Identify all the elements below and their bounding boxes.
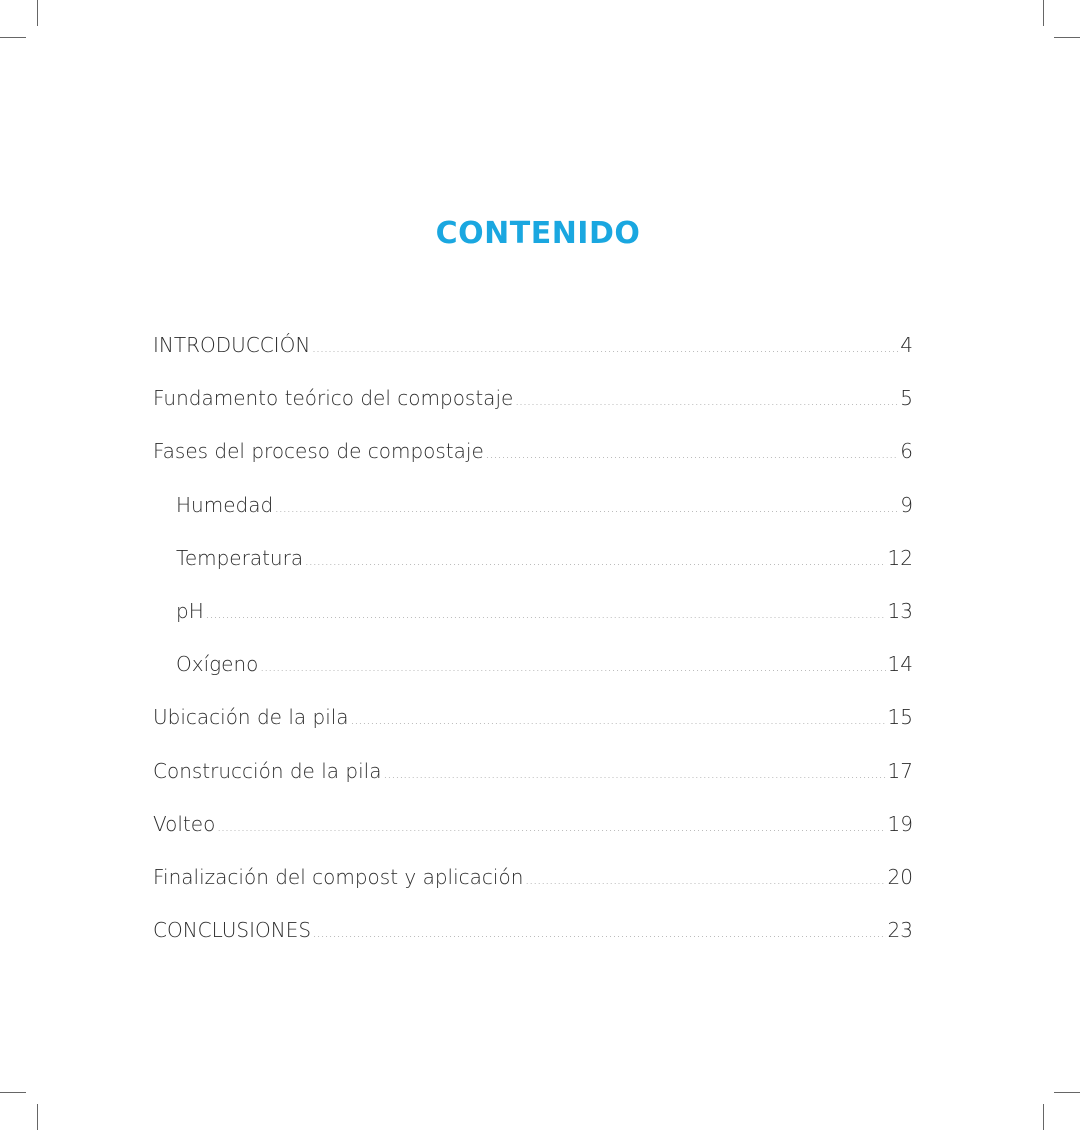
crop-mark bbox=[0, 1092, 26, 1093]
toc-entry[interactable] bbox=[153, 333, 913, 386]
toc-page: 15 bbox=[887, 705, 913, 730]
toc-label: pH bbox=[176, 598, 204, 623]
toc-entry[interactable] bbox=[153, 386, 913, 439]
toc-entry[interactable] bbox=[153, 759, 913, 812]
dot-leader bbox=[305, 555, 885, 568]
dot-leader bbox=[260, 661, 885, 674]
toc-label: Fases del proceso de compostaje bbox=[153, 439, 484, 464]
toc-subentry[interactable] bbox=[153, 493, 913, 546]
toc-label: Fundamento teórico del compostaje bbox=[153, 386, 514, 411]
crop-mark bbox=[37, 0, 38, 26]
toc-page: 14 bbox=[887, 652, 913, 677]
toc-page: 5 bbox=[900, 386, 913, 411]
dot-leader bbox=[206, 608, 886, 621]
crop-mark bbox=[0, 37, 26, 38]
toc-page: 9 bbox=[900, 492, 913, 517]
toc-label: Humedad bbox=[176, 492, 274, 517]
dot-leader bbox=[486, 448, 899, 461]
toc-label: Temperatura bbox=[176, 545, 304, 570]
crop-mark bbox=[1043, 1104, 1044, 1130]
toc-entry[interactable] bbox=[153, 918, 913, 971]
dot-leader bbox=[312, 342, 898, 355]
crop-mark bbox=[37, 1104, 38, 1130]
toc-page: 17 bbox=[887, 758, 913, 783]
toc-page: 19 bbox=[887, 811, 913, 836]
toc-page: 13 bbox=[887, 598, 913, 623]
toc-subentry[interactable] bbox=[153, 652, 913, 705]
dot-leader bbox=[351, 714, 886, 727]
toc-label: Finalización del compost y aplicación bbox=[153, 864, 524, 889]
dot-leader bbox=[313, 927, 886, 940]
toc-entry[interactable] bbox=[153, 865, 913, 918]
page-title: CONTENIDO bbox=[435, 216, 641, 251]
toc-subentry[interactable] bbox=[153, 599, 913, 652]
crop-mark bbox=[1043, 0, 1044, 26]
dot-leader bbox=[217, 821, 885, 834]
dot-leader bbox=[383, 768, 885, 781]
table-of-contents bbox=[153, 333, 913, 971]
toc-page: 20 bbox=[887, 864, 913, 889]
toc-page: 23 bbox=[887, 918, 913, 943]
toc-page: 12 bbox=[887, 545, 913, 570]
toc-entry[interactable] bbox=[153, 705, 913, 758]
toc-label: CONCLUSIONES bbox=[153, 918, 312, 943]
toc-label: Construcción de la pila bbox=[153, 758, 382, 783]
toc-page: 4 bbox=[900, 333, 913, 357]
toc-subentry[interactable] bbox=[153, 546, 913, 599]
dot-leader bbox=[515, 395, 898, 408]
toc-label: INTRODUCCIÓN bbox=[153, 333, 311, 357]
toc-page: 6 bbox=[900, 439, 913, 464]
toc-label: Oxígeno bbox=[176, 652, 259, 677]
crop-mark bbox=[1054, 37, 1080, 38]
toc-label: Ubicación de la pila bbox=[153, 705, 349, 730]
dot-leader bbox=[275, 502, 898, 515]
dot-leader bbox=[525, 874, 885, 887]
crop-mark bbox=[1054, 1092, 1080, 1093]
toc-entry[interactable] bbox=[153, 812, 913, 865]
toc-entry[interactable] bbox=[153, 439, 913, 492]
toc-label: Volteo bbox=[153, 811, 216, 836]
